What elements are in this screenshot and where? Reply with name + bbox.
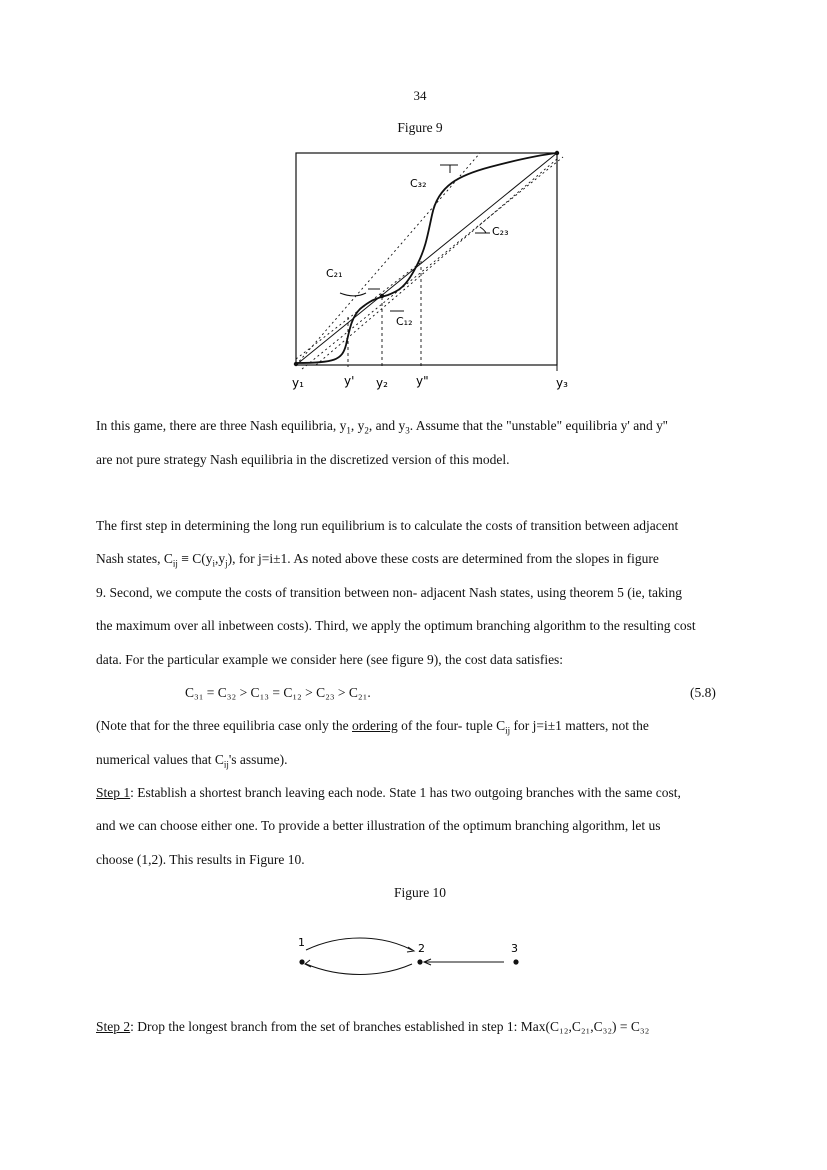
eq-dot-y1 bbox=[294, 362, 298, 366]
node-label-3: 3 bbox=[511, 942, 518, 955]
para2-line4: the maximum over all inbetween costs). Third, we apply the optimum branching algorithm to the resulting cost bbox=[96, 618, 696, 633]
angle-marker-c23 bbox=[475, 227, 490, 233]
para2-line1: The first step in determining the long run equilibrium is to calculate the costs of transition between adjacent bbox=[96, 518, 679, 533]
para2-line5: data. For the particular example we consider here (see figure 9), the cost data satisfies: bbox=[96, 652, 564, 667]
label-y1: y₁ bbox=[292, 376, 304, 390]
para2-line3: 9. Second, we compute the costs of transition between non- adjacent Nash states, using theorem 5 (ie, taking bbox=[96, 585, 682, 600]
label-y-dprime: y" bbox=[416, 374, 429, 388]
para1-line1: In this game, there are three Nash equilibria, $y_1$, $y_2$, and $y_3$. Assume that the "unstable" equilibria y' and y'' bbox=[96, 418, 668, 436]
figure10-title: Figure 10 bbox=[393, 885, 447, 900]
para2-line2: Nash states, $C_{ij} \equiv C(y_i,y_j)$, for j=i±1. As noted above these costs are determined from the slopes in figure bbox=[96, 551, 659, 569]
label-c23: C₂₃ bbox=[492, 225, 509, 238]
para3-line1: (Note that for the three equilibria case only the ordering of the four- tuple $C_{ij}$ for j=i±1 matters, not the bbox=[96, 718, 649, 736]
angle-marker-c21 bbox=[340, 289, 380, 296]
equation-number: (5.8) bbox=[690, 685, 716, 700]
figure9-plot bbox=[280, 145, 590, 395]
tangent-line-c23 bbox=[302, 157, 563, 369]
label-c32: C₃₂ bbox=[410, 177, 427, 190]
step2-line: Step 2: Drop the longest branch from the set of branches established in step 1: Max(C₁₂,C₂₁,C₃₂) = C₃₂ bbox=[96, 1019, 650, 1034]
page-number: 34 bbox=[413, 88, 427, 103]
label-c21: C₂₁ bbox=[326, 267, 343, 280]
step1-line2: and we can choose either one. To provide a better illustration of the optimum branching algorithm, let us bbox=[96, 818, 661, 833]
diagonal-line bbox=[296, 153, 557, 365]
para3-line2: numerical values that $C_{ij}'s$ assume). bbox=[96, 752, 288, 770]
eq-dot-y2 bbox=[380, 294, 384, 298]
step1-line1: Step 1: Establish a shortest branch leaving each node. State 1 has two outgoing branches with the same cost, bbox=[96, 785, 681, 800]
figure9-title: Figure 9 bbox=[397, 120, 443, 135]
para1-line2: are not pure strategy Nash equilibria in the discretized version of this model. bbox=[96, 452, 510, 467]
arc-2-to-1 bbox=[306, 964, 412, 975]
node-3 bbox=[513, 959, 518, 964]
tangent-line-c32 bbox=[296, 153, 480, 365]
node-2 bbox=[417, 959, 422, 964]
node-label-1: 1 bbox=[298, 936, 305, 949]
label-c12: C₁₂ bbox=[396, 315, 413, 328]
angle-marker-c32 bbox=[440, 165, 458, 173]
label-y3: y₃ bbox=[556, 376, 568, 390]
node-label-2: 2 bbox=[418, 942, 425, 955]
label-y2: y₂ bbox=[376, 376, 388, 390]
equation-5-8: C₃₁ = C₃₂ > C₁₃ = C₁₂ > C₂₃ > C₂₁. bbox=[185, 685, 371, 700]
label-y-prime: y' bbox=[344, 374, 355, 388]
figure10-graph bbox=[290, 930, 530, 980]
step1-line3: choose (1,2). This results in Figure 10. bbox=[96, 852, 305, 867]
arc-1-to-2 bbox=[306, 938, 412, 950]
tangent-line-c12 bbox=[316, 159, 557, 365]
eq-dot-y3 bbox=[555, 151, 559, 155]
node-1 bbox=[299, 959, 304, 964]
